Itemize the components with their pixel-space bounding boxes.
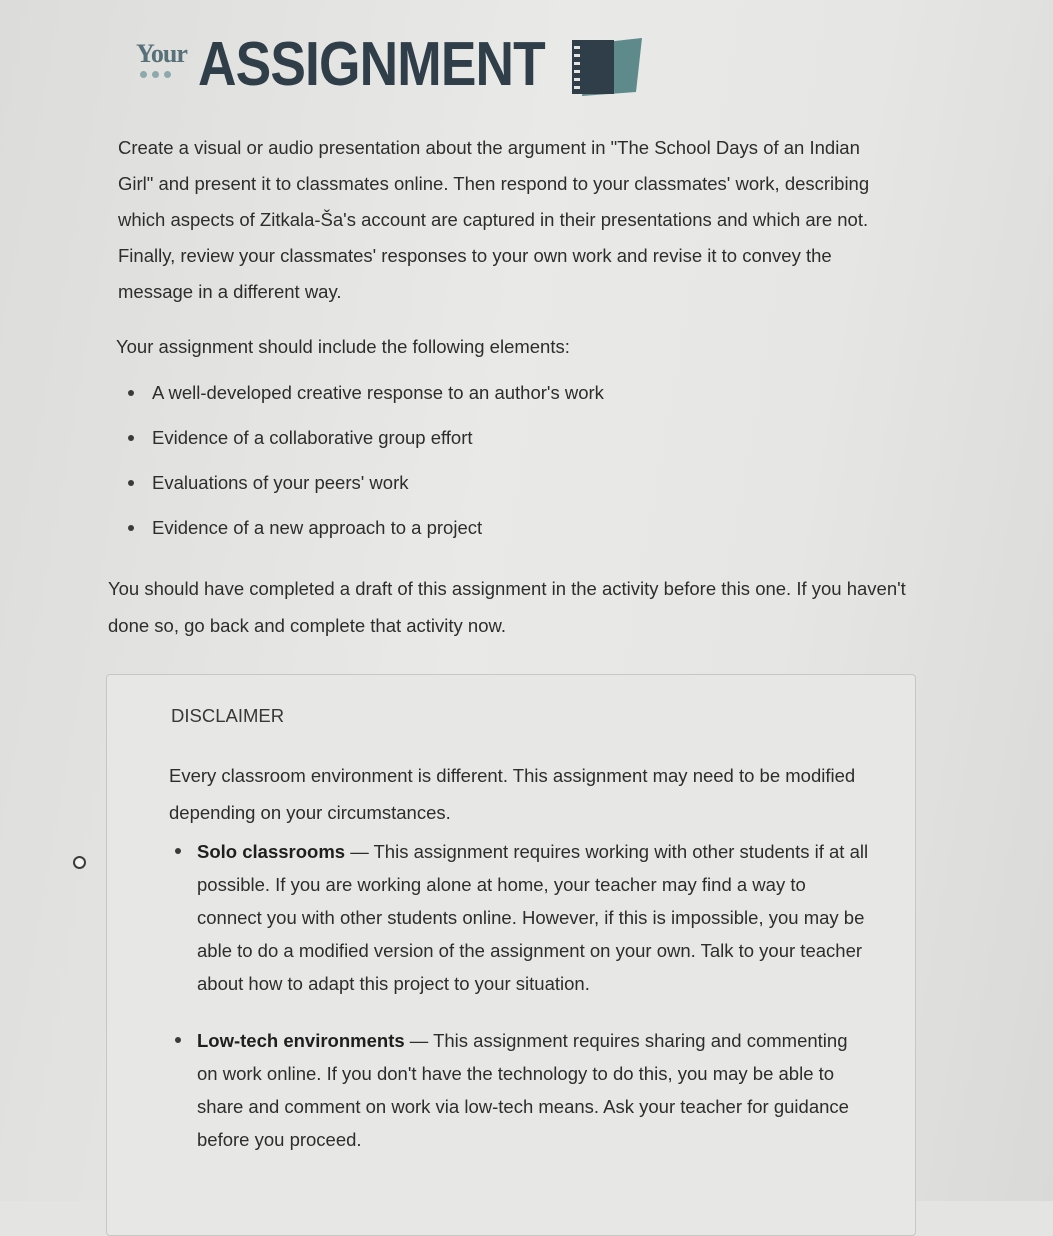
list-item: Evidence of a new approach to a project <box>126 517 604 562</box>
list-item: A well-developed creative response to an author's work <box>126 382 604 427</box>
notebook-icon <box>566 34 646 98</box>
your-label: Your <box>136 39 187 68</box>
item-term: Low-tech environments <box>197 1030 405 1051</box>
item-description: — This assignment requires working with other students if at all possible. If you are working alone at home, your teacher may find a way to connect you with other students online. However, if this is impossible, you may be able to do a modified version of the assignment on your own. Talk to your teacher about how to adapt this project to your situation. <box>197 841 869 994</box>
elements-list <box>126 382 604 562</box>
list-item <box>171 835 871 1000</box>
disclaimer-list <box>171 835 871 1180</box>
item-term: Solo classrooms <box>197 841 346 862</box>
dots-decoration <box>140 71 192 78</box>
disclaimer-box <box>106 674 916 1236</box>
assignment-header <box>136 30 656 100</box>
list-item <box>171 1024 871 1156</box>
list-item: Evaluations of your peers' work <box>126 472 604 517</box>
draft-note: You should have completed a draft of this assignment in the activity before this one. If you haven't done so, go back and complete that activity now. <box>108 578 906 636</box>
cursor-indicator <box>73 856 86 869</box>
list-item: Evidence of a collaborative group effort <box>126 427 604 472</box>
item-description: — This assignment requires sharing and commenting on work online. If you don't have the technology to do this, you may be able to share and comment on work via low-tech means. Ask your teacher for guidance before you proceed. <box>197 1030 849 1150</box>
disclaimer-title: DISCLAIMER <box>171 705 285 726</box>
assignment-intro: Create a visual or audio presentation about the argument in "The School Days of an Indian Girl" and present it to classmates online. Then respond to your classmates' work, describing which aspects of Zitkala-Šа's account are captured in their presentations and which are not. Finally, review your classmates' responses to your own work and revise it to convey the message in a different way. <box>118 137 870 302</box>
elements-lead: Your assignment should include the following elements: <box>116 336 570 357</box>
disclaimer-text: Every classroom environment is different. This assignment may need to be modified depending on your circumstances. <box>169 765 856 823</box>
your-label-block <box>136 40 192 78</box>
assignment-title: ASSIGNMENT <box>198 30 545 99</box>
